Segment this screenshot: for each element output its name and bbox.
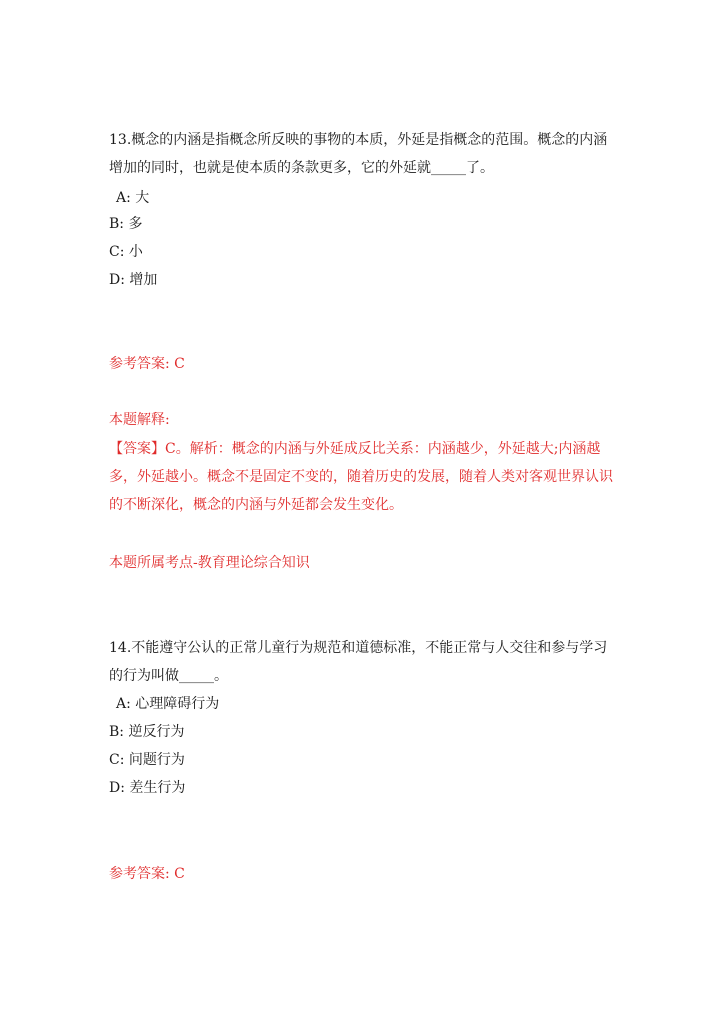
question-13-knowledge-point: 本题所属考点-教育理论综合知识 — [109, 555, 310, 571]
question-13-option-c: C: 小 — [109, 244, 143, 260]
question-14-option-a: A: 心理障碍行为 — [116, 696, 220, 712]
question-14-option-c: C: 问题行为 — [109, 752, 185, 768]
question-13-option-b: B: 多 — [109, 216, 143, 232]
question-14-stem: 14.不能遵守公认的正常儿童行为规范和道德标准，不能正常与人交往和参与学习的行为叫做_____。 — [109, 640, 608, 684]
question-13-option-a: A: 大 — [116, 190, 150, 206]
question-13-option-d: D: 增加 — [109, 272, 158, 288]
question-14-option-b: B: 逆反行为 — [109, 724, 185, 740]
question-13-stem: 13.概念的内涵是指概念所反映的事物的本质，外延是指概念的范围。概念的内涵增加的同时，也就是使本质的条款更多，它的外延就_____了。 — [109, 132, 608, 176]
question-13-answer: 参考答案: C — [109, 356, 185, 372]
question-14-option-d: D: 差生行为 — [109, 780, 186, 796]
question-13-explanation: 【答案】C。解析：概念的内涵与外延成反比关系：内涵越少，外延越大;内涵越多，外延越小。概念不是固定不变的，随着历史的发展，随着人类对客观世界认识的不断深化，概念的内涵与外延都会发生变化。 — [109, 441, 613, 513]
question-14-answer: 参考答案: C — [109, 866, 185, 882]
question-13-explanation-title: 本题解释: — [109, 412, 170, 428]
